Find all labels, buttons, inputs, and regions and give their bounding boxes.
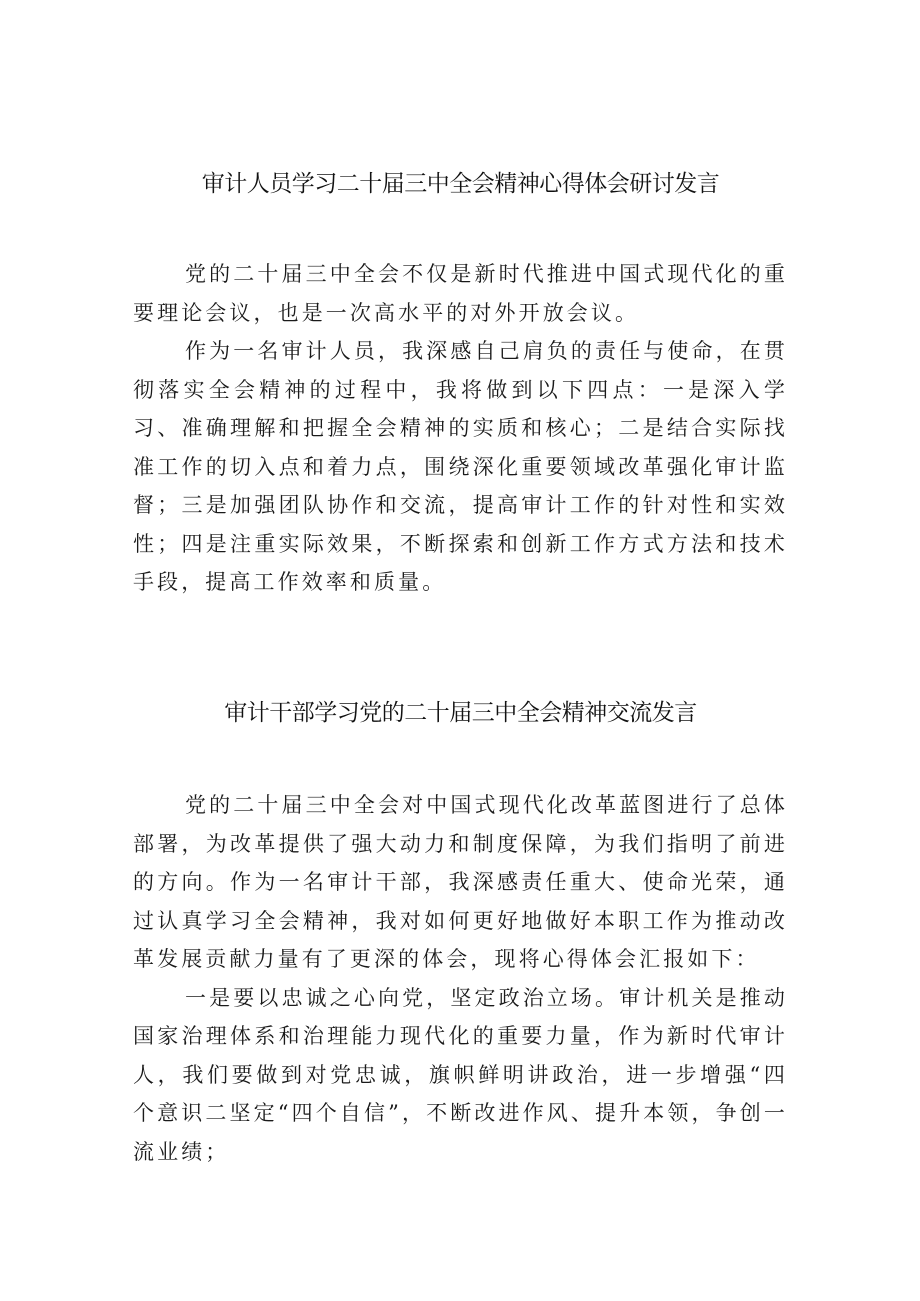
paragraph: 作为一名审计人员，我深感自己肩负的责任与使命，在贯彻落实全会精神的过程中，我将做到以下四点：一是深入学习、准确理解和把握全会精神的实质和核心；二是结合实际找准工作的切入点和着力点，围绕深化重要领域改革强化审计监督；三是加强团队协作和交流，提高审计工作的针对性和实效性；四是注重实际效果，不断探索和创新工作方式方法和技术手段，提高工作效率和质量。 [133,339,788,594]
article-section-2 [133,697,788,1171]
article-body-1 [133,255,788,602]
article-title-2: 审计干部学习党的二十届三中全会精神交流发言 [224,700,697,726]
article-section-1 [133,168,788,602]
article-body-2 [133,786,788,1171]
paragraph: 一是要以忠诚之心向党，坚定政治立场。审计机关是推动国家治理体系和治理能力现代化的重要力量，作为新时代审计人，我们要做到对党忠诚，旗帜鲜明讲政治，进一步增强“四个意识二坚定“四个自信”，不断改进作风、提升本领，争创一流业绩； [133,985,788,1164]
article-title-1: 审计人员学习二十届三中全会精神心得体会研讨发言 [201,171,720,197]
paragraph: 党的二十届三中全会不仅是新时代推进中国式现代化的重要理论会议，也是一次高水平的对外开放会议。 [133,262,788,325]
paragraph: 党的二十届三中全会对中国式现代化改革蓝图进行了总体部署，为改革提供了强大动力和制度保障，为我们指明了前进的方向。作为一名审计干部，我深感责任重大、使命光荣，通过认真学习全会精神，我对如何更好地做好本职工作为推动改革发展贡献力量有了更深的体会，现将心得体会汇报如下： [133,793,788,971]
